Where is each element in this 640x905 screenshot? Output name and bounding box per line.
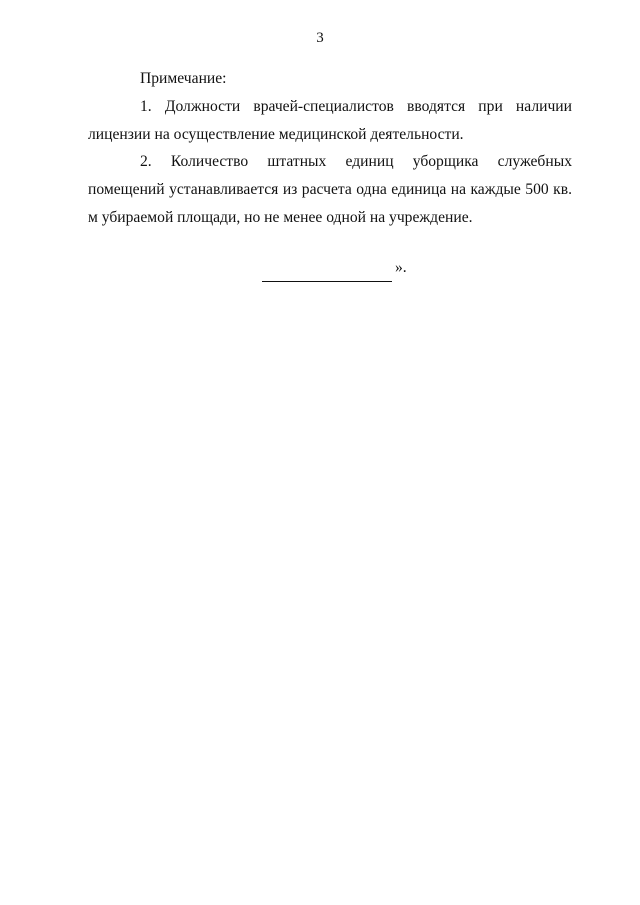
note-paragraph-1: 1. Должности врачей-специалистов вводятся при наличии лицензии на осуществление медицинской деятельности. xyxy=(88,98,572,143)
closing-quote: ». xyxy=(395,259,407,276)
note-paragraph-2: 2. Количество штатных единиц уборщика служебных помещений устанавливается из расчета одна единица на каждые 500 кв. м убираемой площади, но не менее одной на учреждение. xyxy=(88,153,572,226)
end-separator-line xyxy=(262,264,392,282)
note-block xyxy=(88,93,572,149)
note-block xyxy=(88,148,572,232)
page-number: 3 xyxy=(316,30,324,46)
end-mark xyxy=(262,254,407,282)
note-heading: Примечание: xyxy=(140,70,227,87)
